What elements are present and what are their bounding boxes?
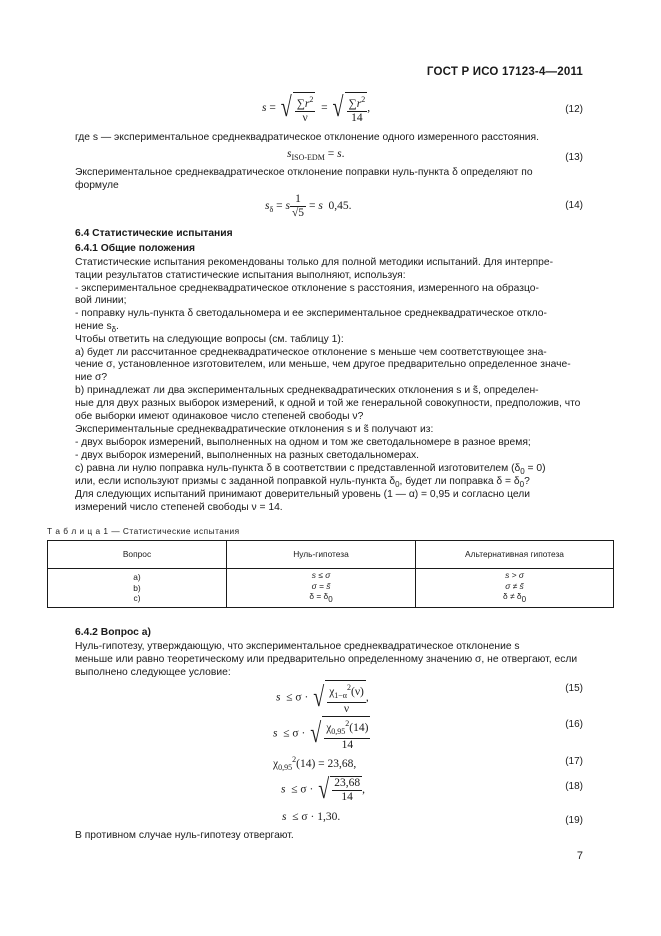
question-cell: а) b) с)	[48, 569, 227, 608]
equation-19: s ≤ σ · 1,30.	[282, 811, 341, 823]
document-header: ГОСТ Р ИСО 17123-4—2011	[426, 66, 583, 78]
paragraph-line: - двух выборок измерений, выполненных на одном и том же светодальномере в разное время;	[75, 437, 531, 448]
paragraph: где s — экспериментальное среднеквадратическое отклонение одного измеренного расстояния.	[75, 132, 539, 143]
paragraph-line: формуле	[75, 180, 119, 191]
equation-number: (12)	[565, 104, 583, 115]
equation-number: (18)	[565, 781, 583, 792]
section-heading: 6.4 Статистические испытания	[75, 228, 233, 239]
paragraph-line: Статистические испытания рекомендованы только для полной методики испытаний. Для интерпре-	[75, 257, 554, 268]
paragraph-line: выполнено следующее условие:	[75, 667, 231, 678]
paragraph-line: Чтобы ответить на следующие вопросы (см. таблицу 1):	[75, 334, 344, 345]
paragraph-line: Для следующих испытаний принимают доверительный уровень (1 — α) = 0,95 и согласно цели	[75, 489, 531, 500]
equation-number: (17)	[565, 756, 583, 767]
equation-number: (15)	[565, 683, 583, 694]
equation-18: s ≤ σ · √ $\frac{23,68}{14}$ ,	[281, 773, 365, 805]
equation-number: (19)	[565, 815, 583, 826]
paragraph-line: Экспериментальные среднеквадратические отклонения s и s̃ получают из:	[75, 424, 434, 435]
equation-15: s ≤ σ · √ $\frac{\chi_{1-\alpha}^2(\nu)}{\nu}$ ,	[276, 681, 369, 715]
paragraph-line: или, если используют призмы с заданной поправкой нуль-пункта $\delta_0$, будет ли поправка $\delta = \delta_0$?	[75, 476, 530, 489]
paragraph-line: с) равна ли нулю поправка нуль-пункта δ в соответствии с представленной изготовителем $(\delta_0 = 0)$	[75, 463, 546, 476]
paragraph-line: - экспериментальное среднеквадратическое отклонение s расстояния, измеренного на образцо-	[75, 283, 539, 294]
equation-number: (13)	[565, 152, 583, 163]
paragraph-line: Экспериментальное среднеквадратическое отклонение поправки нуль-пункта δ определяют по	[75, 167, 533, 178]
equation-number: (16)	[565, 719, 583, 730]
paragraph: В противном случае нуль-гипотезу отвергают.	[75, 830, 294, 841]
table-caption: Т а б л и ц а 1 — Статистические испытания	[47, 526, 240, 536]
paragraph-line: а) будет ли рассчитанное среднеквадратическое отклонение s меньше чем соответствующее зна-	[75, 347, 547, 358]
table-row	[48, 569, 614, 608]
statistical-tests-table	[47, 540, 614, 608]
paragraph-line: - двух выборок измерений, выполненных на разных светодальномерах.	[75, 450, 420, 461]
subsection-heading: 6.4.1 Общие положения	[75, 243, 195, 254]
equation-14: $s_\delta = s$ $\frac{1}{√5}$ = s 0,45.	[265, 193, 352, 219]
equation-12: s = √ $\frac{\sum r^2}{\nu}$ = √ $\frac{\sum r^2}{14}$ ,	[262, 92, 371, 124]
equation-17: $\chi_{0,95}^2(14) = 23,68$,	[273, 755, 357, 772]
null-hypothesis-cell: s ≤ σ σ = s̃ δ = δ0	[227, 569, 416, 608]
paragraph-line: Нуль-гипотезу, утверждающую, что экспериментальное среднеквадратическое отклонение s	[75, 641, 520, 652]
paragraph-line: чение σ, установленное изготовителем, или меньше, чем другое предварительно определенное значе-	[75, 359, 571, 370]
paragraph-line: b) принадлежат ли два экспериментальных среднеквадратических отклонения s и s̃, определен-	[75, 385, 539, 396]
paragraph-line: тации результатов статистические испытания выполняют, используя:	[75, 270, 406, 281]
paragraph-line: нение $s_\delta$.	[75, 321, 119, 334]
column-header: Вопрос	[48, 541, 227, 569]
paragraph-line: измерений число степеней свободы ν = 14.	[75, 502, 283, 513]
paragraph-line: обе выборки имеют одинаковое число степеней свободы ν?	[75, 411, 364, 422]
equation-13: $s_{ISO-EDM} = s$.	[287, 148, 345, 162]
equation-number: (14)	[565, 200, 583, 211]
paragraph-line: вой линии;	[75, 295, 127, 306]
alternative-hypothesis-cell: s > σ σ ≠ s̃ δ ≠ δ0	[416, 569, 614, 608]
paragraph-line: ние σ?	[75, 372, 108, 383]
paragraph-line: - поправку нуль-пункта δ светодальномера и ее экспериментальное среднеквадратическое откло-	[75, 308, 547, 319]
column-header: Нуль-гипотеза	[227, 541, 416, 569]
page-number: 7	[576, 850, 583, 862]
equation-16: s ≤ σ · √ $\frac{\chi_{0,95}^2(14)}{14}$	[273, 717, 369, 751]
paragraph-line: меньше или равно теоретическому или предварительно определенному значению σ, не отвергают, если	[75, 654, 578, 665]
table-header-row	[48, 541, 614, 569]
subsection-heading: 6.4.2 Вопрос а)	[75, 627, 151, 638]
column-header: Альтернативная гипотеза	[416, 541, 614, 569]
paragraph-line: ные для двух разных выборок измерений, к одной и той же генеральной совокупности, предположив, что	[75, 398, 581, 409]
